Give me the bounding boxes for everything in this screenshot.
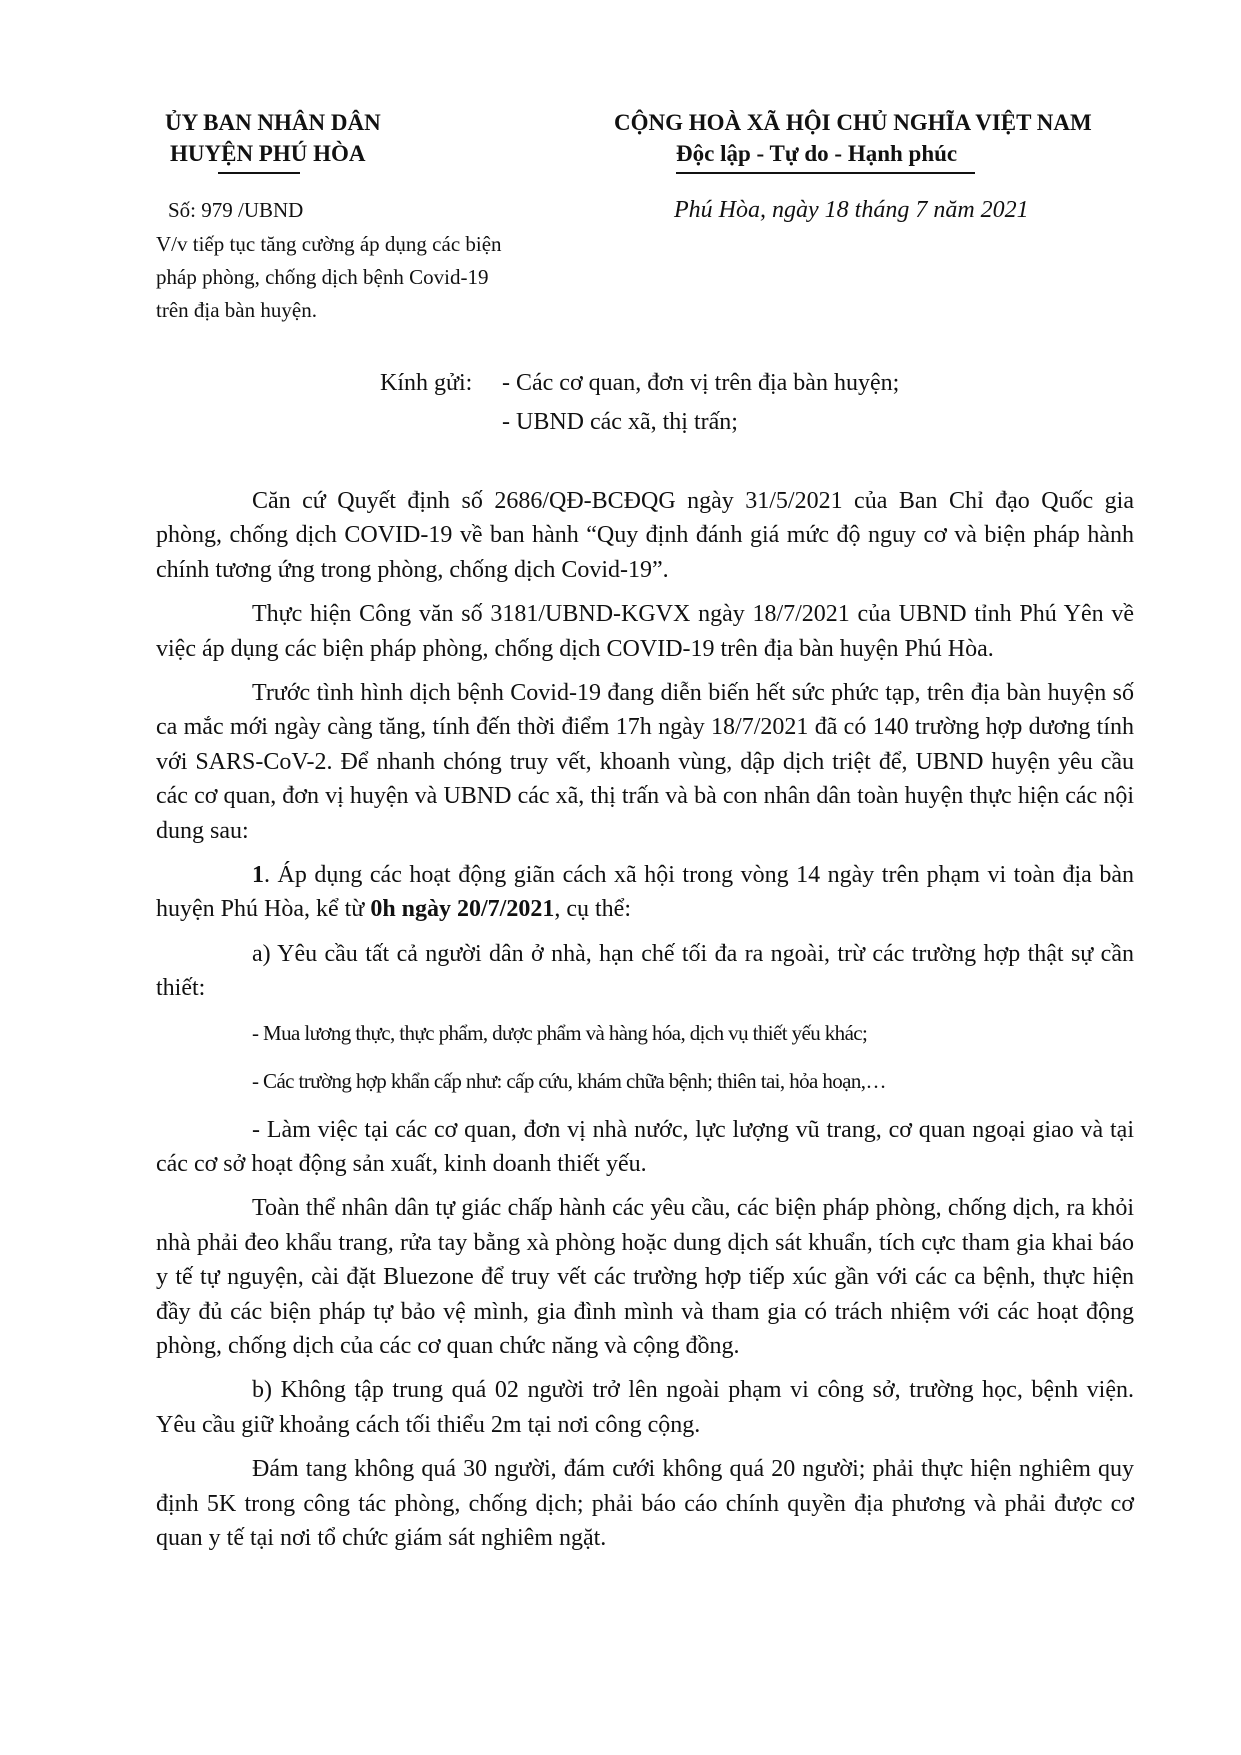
place-date: Phú Hòa, ngày 18 tháng 7 năm 2021 bbox=[674, 197, 1029, 223]
document-number: Số: 979 /UBND bbox=[168, 198, 304, 222]
subject-line-3: trên địa bàn huyện. bbox=[156, 298, 317, 322]
subject-line-1: V/v tiếp tục tăng cường áp dụng các biện bbox=[156, 232, 502, 256]
national-title: CỘNG HOÀ XÃ HỘI CHỦ NGHĨA VIỆT NAM bbox=[614, 110, 1092, 135]
subject-line-2: pháp phòng, chống dịch bệnh Covid-19 bbox=[156, 265, 489, 289]
paragraph-legal-basis: Căn cứ Quyết định số 2686/QĐ-BCĐQG ngày 31/5/2021 của Ban Chỉ đạo Quốc gia phòng, chống dịch COVID-19 về ban hành “Quy định đánh giá mức độ nguy cơ và biện pháp hành chính tương ứng trong phòng, chống dịch Covid-19”. bbox=[156, 488, 1134, 583]
recipient-2: - UBND các xã, thị trấn; bbox=[502, 409, 738, 435]
motto-underline bbox=[676, 172, 975, 174]
paragraph-implementation: Thực hiện Công văn số 3181/UBND-KGVX ngày 18/7/2021 của UBND tỉnh Phú Yên về việc áp dụng các biện pháp phòng, chống dịch COVID-19 trên địa bàn huyện Phú Hòa. bbox=[156, 601, 1134, 662]
paragraph-funeral-wedding: Đám tang không quá 30 người, đám cưới không quá 20 người; phải thực hiện nghiêm quy định 5K trong công tác phòng, chống dịch; phải báo cáo chính quyền địa phương và phải được cơ quan y tế tại nơi tổ chức giám sát nghiêm ngặt. bbox=[156, 1456, 1134, 1551]
district-underline bbox=[218, 172, 300, 174]
paragraph-item-a: a) Yêu cầu tất cả người dân ở nhà, hạn chế tối đa ra ngoài, trừ các trường hợp thật sự cần thiết: bbox=[156, 940, 1134, 1002]
paragraph-public-compliance: Toàn thể nhân dân tự giác chấp hành các yêu cầu, các biện pháp phòng, chống dịch, ra khỏi nhà phải đeo khẩu trang, rửa tay bằng xà phòng hoặc dung dịch sát khuẩn, tích cực tham gia khai báo y tế tự nguyện, cài đặt Bluezone để truy vết các trường hợp tiếp xúc gần với các ca bệnh, thực hiện đầy đủ các biện pháp tự bảo vệ mình, gia đình mình và tham gia có trách nhiệm với các hoạt động phòng, chống dịch của các cơ quan chức năng và cộng đồng. bbox=[156, 1195, 1134, 1359]
item-1-number: 1 bbox=[252, 862, 264, 889]
item-1-text: . Áp dụng các hoạt động giãn cách xã hội trong vòng 14 ngày trên phạm vi toàn địa bàn huyện Phú Hòa, kể từ bbox=[156, 862, 1134, 923]
agency-name: ỦY BAN NHÂN DÂN bbox=[165, 110, 381, 135]
recipient-1: - Các cơ quan, đơn vị trên địa bàn huyện; bbox=[502, 370, 900, 396]
item-1-tail: , cụ thể: bbox=[554, 896, 631, 923]
national-motto: Độc lập - Tự do - Hạnh phúc bbox=[676, 141, 958, 166]
paragraph-situation: Trước tình hình dịch bệnh Covid-19 đang diễn biến hết sức phức tạp, trên địa bàn huyện số ca mắc mới ngày càng tăng, tính đến thời điểm 17h ngày 18/7/2021 đã có 140 trường hợp dương tính với SARS-CoV-2. Để nhanh chóng truy vết, khoanh vùng, dập dịch triệt để, UBND huyện yêu cầu các cơ quan, đơn vị huyện và UBND các xã, thị trấn và bà con nhân dân toàn huyện thực hiện các nội dung sau: bbox=[156, 680, 1134, 844]
bullet-work: - Làm việc tại các cơ quan, đơn vị nhà nước, lực lượng vũ trang, cơ quan ngoại giao và tại các cơ sở hoạt động sản xuất, kinh doanh thiết yếu. bbox=[156, 1116, 1134, 1177]
item-1-date: 0h ngày 20/7/2021 bbox=[370, 896, 555, 923]
paragraph-item-1 bbox=[156, 858, 1134, 927]
district-name: HUYỆN PHÚ HÒA bbox=[170, 141, 366, 166]
bullet-essential-goods: - Mua lương thực, thực phẩm, dược phẩm và hàng hóa, dịch vụ thiết yếu khác; bbox=[252, 1020, 868, 1045]
bullet-emergency: - Các trường hợp khẩn cấp như: cấp cứu, khám chữa bệnh; thiên tai, hỏa hoạn,… bbox=[252, 1069, 886, 1094]
recipients-label: Kính gửi: bbox=[380, 370, 473, 396]
paragraph-item-b: b) Không tập trung quá 02 người trở lên ngoài phạm vi công sở, trường học, bệnh viện. Yêu cầu giữ khoảng cách tối thiểu 2m tại nơi công cộng. bbox=[156, 1377, 1134, 1438]
document-body bbox=[156, 484, 1134, 1565]
